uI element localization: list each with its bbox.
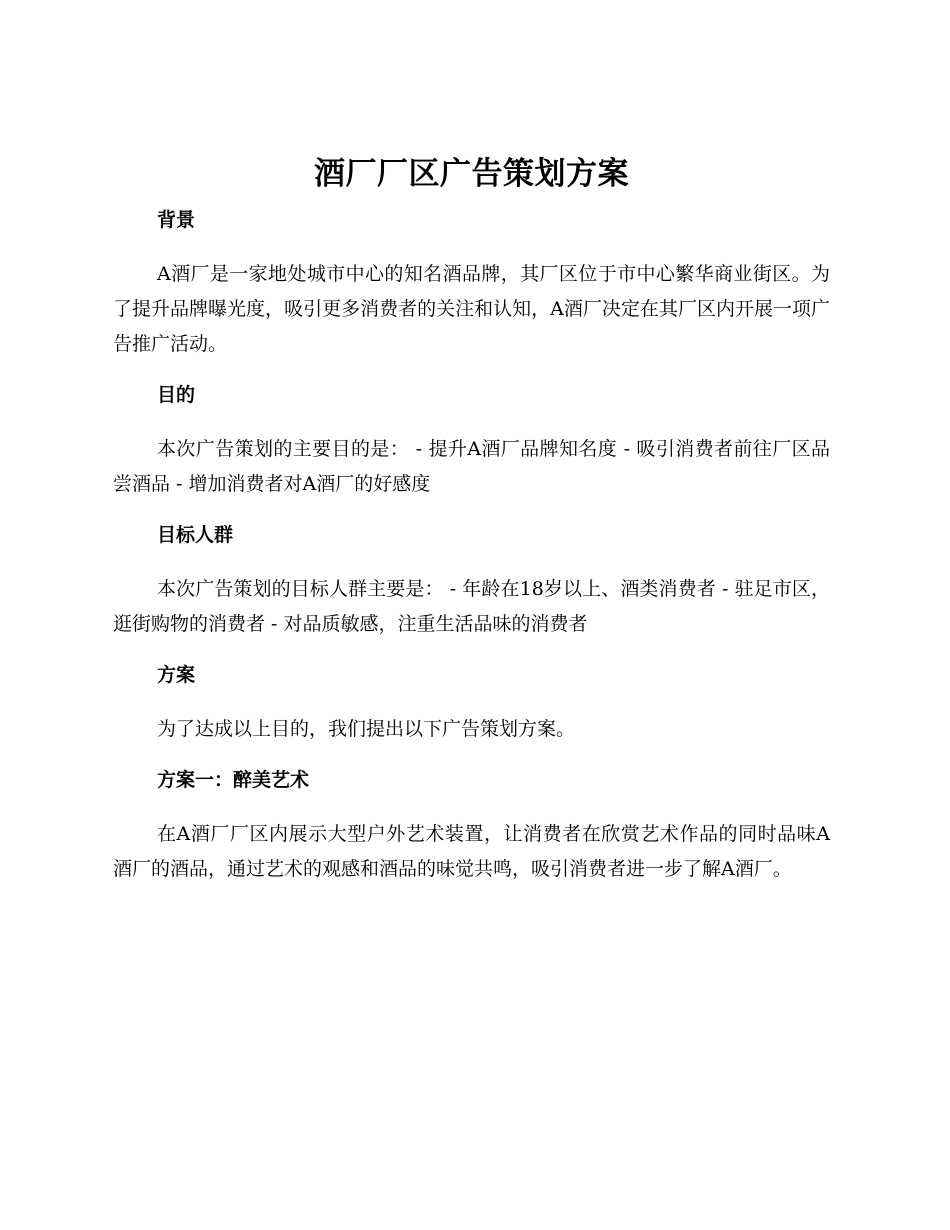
section-body-background: A酒厂是一家地处城市中心的知名酒品牌，其厂区位于市中心繁华商业街区。为了提升品牌曝光度，吸引更多消费者的关注和认知，A酒厂决定在其厂区内开展一项广告推广活动。: [113, 263, 830, 355]
section-heading-plan: 方案: [157, 664, 196, 686]
section-body-target-audience: 本次广告策划的目标人群主要是： - 年龄在18岁以上、酒类消费者 - 驻足市区，逛街购物的消费者 - 对品质敏感，注重生活品味的消费者: [113, 578, 830, 635]
section-body-plan-one: 在A酒厂厂区内展示大型户外艺术装置，让消费者在欣赏艺术作品的同时品味A酒厂的酒品，通过艺术的观感和酒品的味觉共鸣，吸引消费者进一步了解A酒厂。: [113, 823, 830, 880]
section-body-purpose: 本次广告策划的主要目的是： - 提升A酒厂品牌知名度 - 吸引消费者前往厂区品尝酒品 - 增加消费者对A酒厂的好感度: [113, 438, 830, 495]
section-body-plan: 为了达成以上目的，我们提出以下广告策划方案。: [157, 718, 576, 740]
section-heading-target-audience: 目标人群: [157, 524, 234, 546]
section-heading-purpose: 目的: [157, 384, 196, 406]
section-heading-background: 背景: [157, 209, 196, 231]
document-title: 酒厂厂区广告策划方案: [314, 156, 629, 192]
section-heading-plan-one: 方案一：醉美艺术: [157, 769, 310, 791]
